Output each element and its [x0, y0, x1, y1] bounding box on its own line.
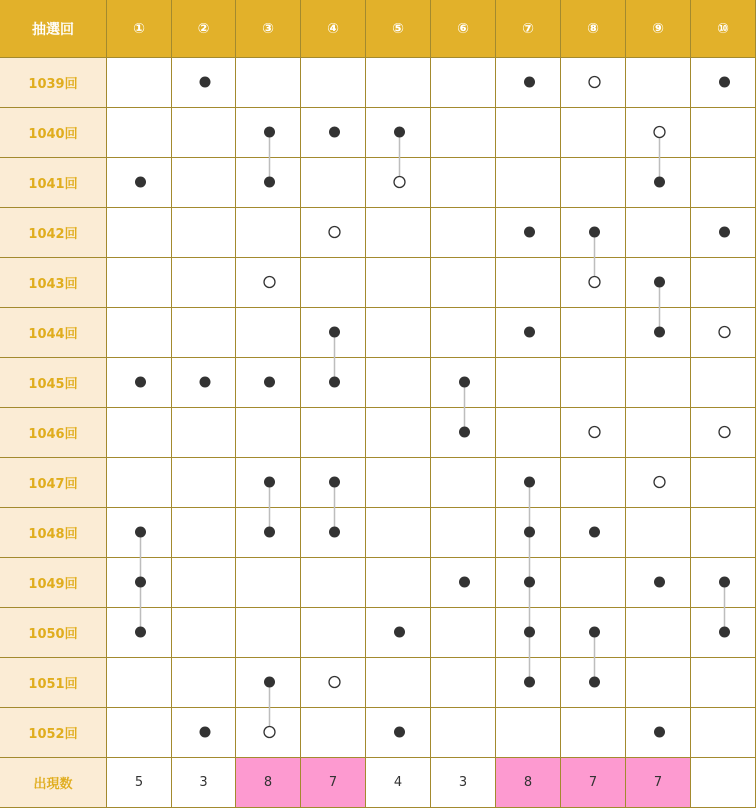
- table-cell: [561, 508, 626, 558]
- table-cell: [301, 458, 366, 508]
- table-cell: [236, 58, 301, 108]
- table-cell: [107, 158, 172, 208]
- count-cell: [691, 758, 756, 808]
- table-cell: [626, 258, 691, 308]
- table-cell: [301, 608, 366, 658]
- table-cell: [366, 558, 431, 608]
- table-cell: [431, 458, 496, 508]
- row-label: 1051回: [0, 658, 107, 708]
- header-col-6: ⑥: [431, 0, 496, 58]
- row-label: 1043回: [0, 258, 107, 308]
- table-cell: [431, 258, 496, 308]
- header-col-5: ⑤: [366, 0, 431, 58]
- table-cell: [626, 58, 691, 108]
- table-cell: [366, 358, 431, 408]
- table-cell: [301, 158, 366, 208]
- table-cell: [236, 358, 301, 408]
- table-cell: [691, 358, 756, 408]
- header-col-2: ②: [172, 0, 236, 58]
- table-cell: [107, 608, 172, 658]
- table-cell: [107, 258, 172, 308]
- header-col-8: ⑧: [561, 0, 626, 58]
- row-label: 1047回: [0, 458, 107, 508]
- table-cell: [172, 208, 236, 258]
- table-cell: [172, 58, 236, 108]
- table-cell: [691, 208, 756, 258]
- count-cell: 3: [172, 758, 236, 808]
- table-cell: [496, 408, 561, 458]
- table-cell: [561, 308, 626, 358]
- table-cell: [366, 658, 431, 708]
- table-cell: [236, 658, 301, 708]
- table-cell: [301, 108, 366, 158]
- table-cell: [366, 708, 431, 758]
- table-cell: [561, 158, 626, 208]
- table-cell: [172, 608, 236, 658]
- table-cell: [496, 508, 561, 558]
- count-cell: 8: [236, 758, 301, 808]
- table-cell: [431, 558, 496, 608]
- table-cell: [431, 58, 496, 108]
- table-cell: [172, 108, 236, 158]
- table-cell: [561, 408, 626, 458]
- table-cell: [107, 508, 172, 558]
- table-cell: [301, 358, 366, 408]
- count-cell: 8: [496, 758, 561, 808]
- table-cell: [626, 158, 691, 208]
- table-cell: [236, 608, 301, 658]
- table-cell: [431, 508, 496, 558]
- table-cell: [301, 708, 366, 758]
- table-cell: [691, 108, 756, 158]
- table-cell: [172, 158, 236, 208]
- table-cell: [172, 308, 236, 358]
- table-cell: [107, 658, 172, 708]
- table-cell: [236, 258, 301, 308]
- header-corner: 抽選回: [0, 0, 107, 58]
- table-cell: [496, 208, 561, 258]
- table-cell: [691, 58, 756, 108]
- row-label: 1050回: [0, 608, 107, 658]
- header-col-4: ④: [301, 0, 366, 58]
- table-cell: [496, 108, 561, 158]
- count-cell: 3: [431, 758, 496, 808]
- table-cell: [561, 608, 626, 658]
- table-cell: [107, 108, 172, 158]
- table-cell: [691, 258, 756, 308]
- table-cell: [691, 308, 756, 358]
- table-cell: [431, 658, 496, 708]
- table-cell: [236, 158, 301, 208]
- table-cell: [431, 358, 496, 408]
- count-cell: 5: [107, 758, 172, 808]
- table-cell: [561, 358, 626, 408]
- table-cell: [301, 508, 366, 558]
- table-cell: [496, 358, 561, 408]
- table-cell: [691, 458, 756, 508]
- row-label: 1052回: [0, 708, 107, 758]
- table-cell: [172, 358, 236, 408]
- table-cell: [626, 408, 691, 458]
- header-col-3: ③: [236, 0, 301, 58]
- table-cell: [366, 508, 431, 558]
- table-cell: [431, 108, 496, 158]
- table-cell: [301, 308, 366, 358]
- table-cell: [431, 408, 496, 458]
- table-cell: [431, 308, 496, 358]
- table-cell: [301, 258, 366, 308]
- table-cell: [626, 458, 691, 508]
- table-cell: [107, 208, 172, 258]
- table-cell: [172, 408, 236, 458]
- table-cell: [366, 258, 431, 308]
- table-cell: [236, 408, 301, 458]
- table-cell: [626, 308, 691, 358]
- row-label: 1041回: [0, 158, 107, 208]
- table-cell: [561, 558, 626, 608]
- table-cell: [301, 408, 366, 458]
- table-cell: [236, 208, 301, 258]
- count-cell: 7: [561, 758, 626, 808]
- table-cell: [301, 658, 366, 708]
- table-cell: [366, 208, 431, 258]
- table-cell: [236, 308, 301, 358]
- table-cell: [561, 208, 626, 258]
- table-cell: [366, 308, 431, 358]
- table-cell: [496, 258, 561, 308]
- table-cell: [107, 458, 172, 508]
- table-cell: [107, 58, 172, 108]
- table-cell: [107, 308, 172, 358]
- table-cell: [301, 58, 366, 108]
- table-cell: [626, 608, 691, 658]
- table-cell: [496, 158, 561, 208]
- table-cell: [496, 608, 561, 658]
- table-cell: [366, 458, 431, 508]
- row-label: 1048回: [0, 508, 107, 558]
- table-cell: [561, 708, 626, 758]
- table-cell: [561, 458, 626, 508]
- table-cell: [691, 608, 756, 658]
- count-cell: 7: [626, 758, 691, 808]
- table-cell: [172, 658, 236, 708]
- table-cell: [431, 158, 496, 208]
- table-cell: [107, 358, 172, 408]
- header-col-10: ⑩: [691, 0, 756, 58]
- table-cell: [691, 558, 756, 608]
- table-cell: [366, 608, 431, 658]
- table-cell: [561, 658, 626, 708]
- row-label: 1045回: [0, 358, 107, 408]
- row-label: 1039回: [0, 58, 107, 108]
- table-cell: [561, 108, 626, 158]
- table-cell: [691, 658, 756, 708]
- table-cell: [172, 558, 236, 608]
- table-cell: [431, 208, 496, 258]
- table-cell: [236, 558, 301, 608]
- header-col-7: ⑦: [496, 0, 561, 58]
- table-cell: [236, 708, 301, 758]
- table-cell: [301, 558, 366, 608]
- table-cell: [626, 108, 691, 158]
- table-cell: [496, 558, 561, 608]
- table-cell: [496, 458, 561, 508]
- count-cell: 7: [301, 758, 366, 808]
- header-col-1: ①: [107, 0, 172, 58]
- table-cell: [301, 208, 366, 258]
- table-cell: [626, 558, 691, 608]
- header-col-9: ⑨: [626, 0, 691, 58]
- table-cell: [626, 658, 691, 708]
- table-cell: [496, 308, 561, 358]
- table-cell: [366, 108, 431, 158]
- table-cell: [236, 108, 301, 158]
- count-cell: 4: [366, 758, 431, 808]
- table-cell: [431, 608, 496, 658]
- table-cell: [107, 408, 172, 458]
- table-cell: [107, 708, 172, 758]
- table-cell: [366, 408, 431, 458]
- table-cell: [496, 658, 561, 708]
- table-cell: [236, 458, 301, 508]
- table-cell: [496, 708, 561, 758]
- table-cell: [172, 458, 236, 508]
- table-cell: [626, 708, 691, 758]
- table-cell: [107, 558, 172, 608]
- row-label: 1042回: [0, 208, 107, 258]
- footer-label: 出現数: [0, 758, 107, 808]
- table-cell: [431, 708, 496, 758]
- table-cell: [172, 258, 236, 308]
- row-label: 1044回: [0, 308, 107, 358]
- table-cell: [172, 508, 236, 558]
- table-cell: [691, 508, 756, 558]
- table-cell: [691, 708, 756, 758]
- table-cell: [561, 58, 626, 108]
- table-cell: [626, 208, 691, 258]
- table-cell: [496, 58, 561, 108]
- row-label: 1040回: [0, 108, 107, 158]
- table-cell: [561, 258, 626, 308]
- table-cell: [236, 508, 301, 558]
- table-cell: [626, 358, 691, 408]
- table-cell: [172, 708, 236, 758]
- row-label: 1049回: [0, 558, 107, 608]
- table-cell: [626, 508, 691, 558]
- table-cell: [691, 408, 756, 458]
- row-label: 1046回: [0, 408, 107, 458]
- table-cell: [366, 58, 431, 108]
- table-cell: [691, 158, 756, 208]
- table-cell: [366, 158, 431, 208]
